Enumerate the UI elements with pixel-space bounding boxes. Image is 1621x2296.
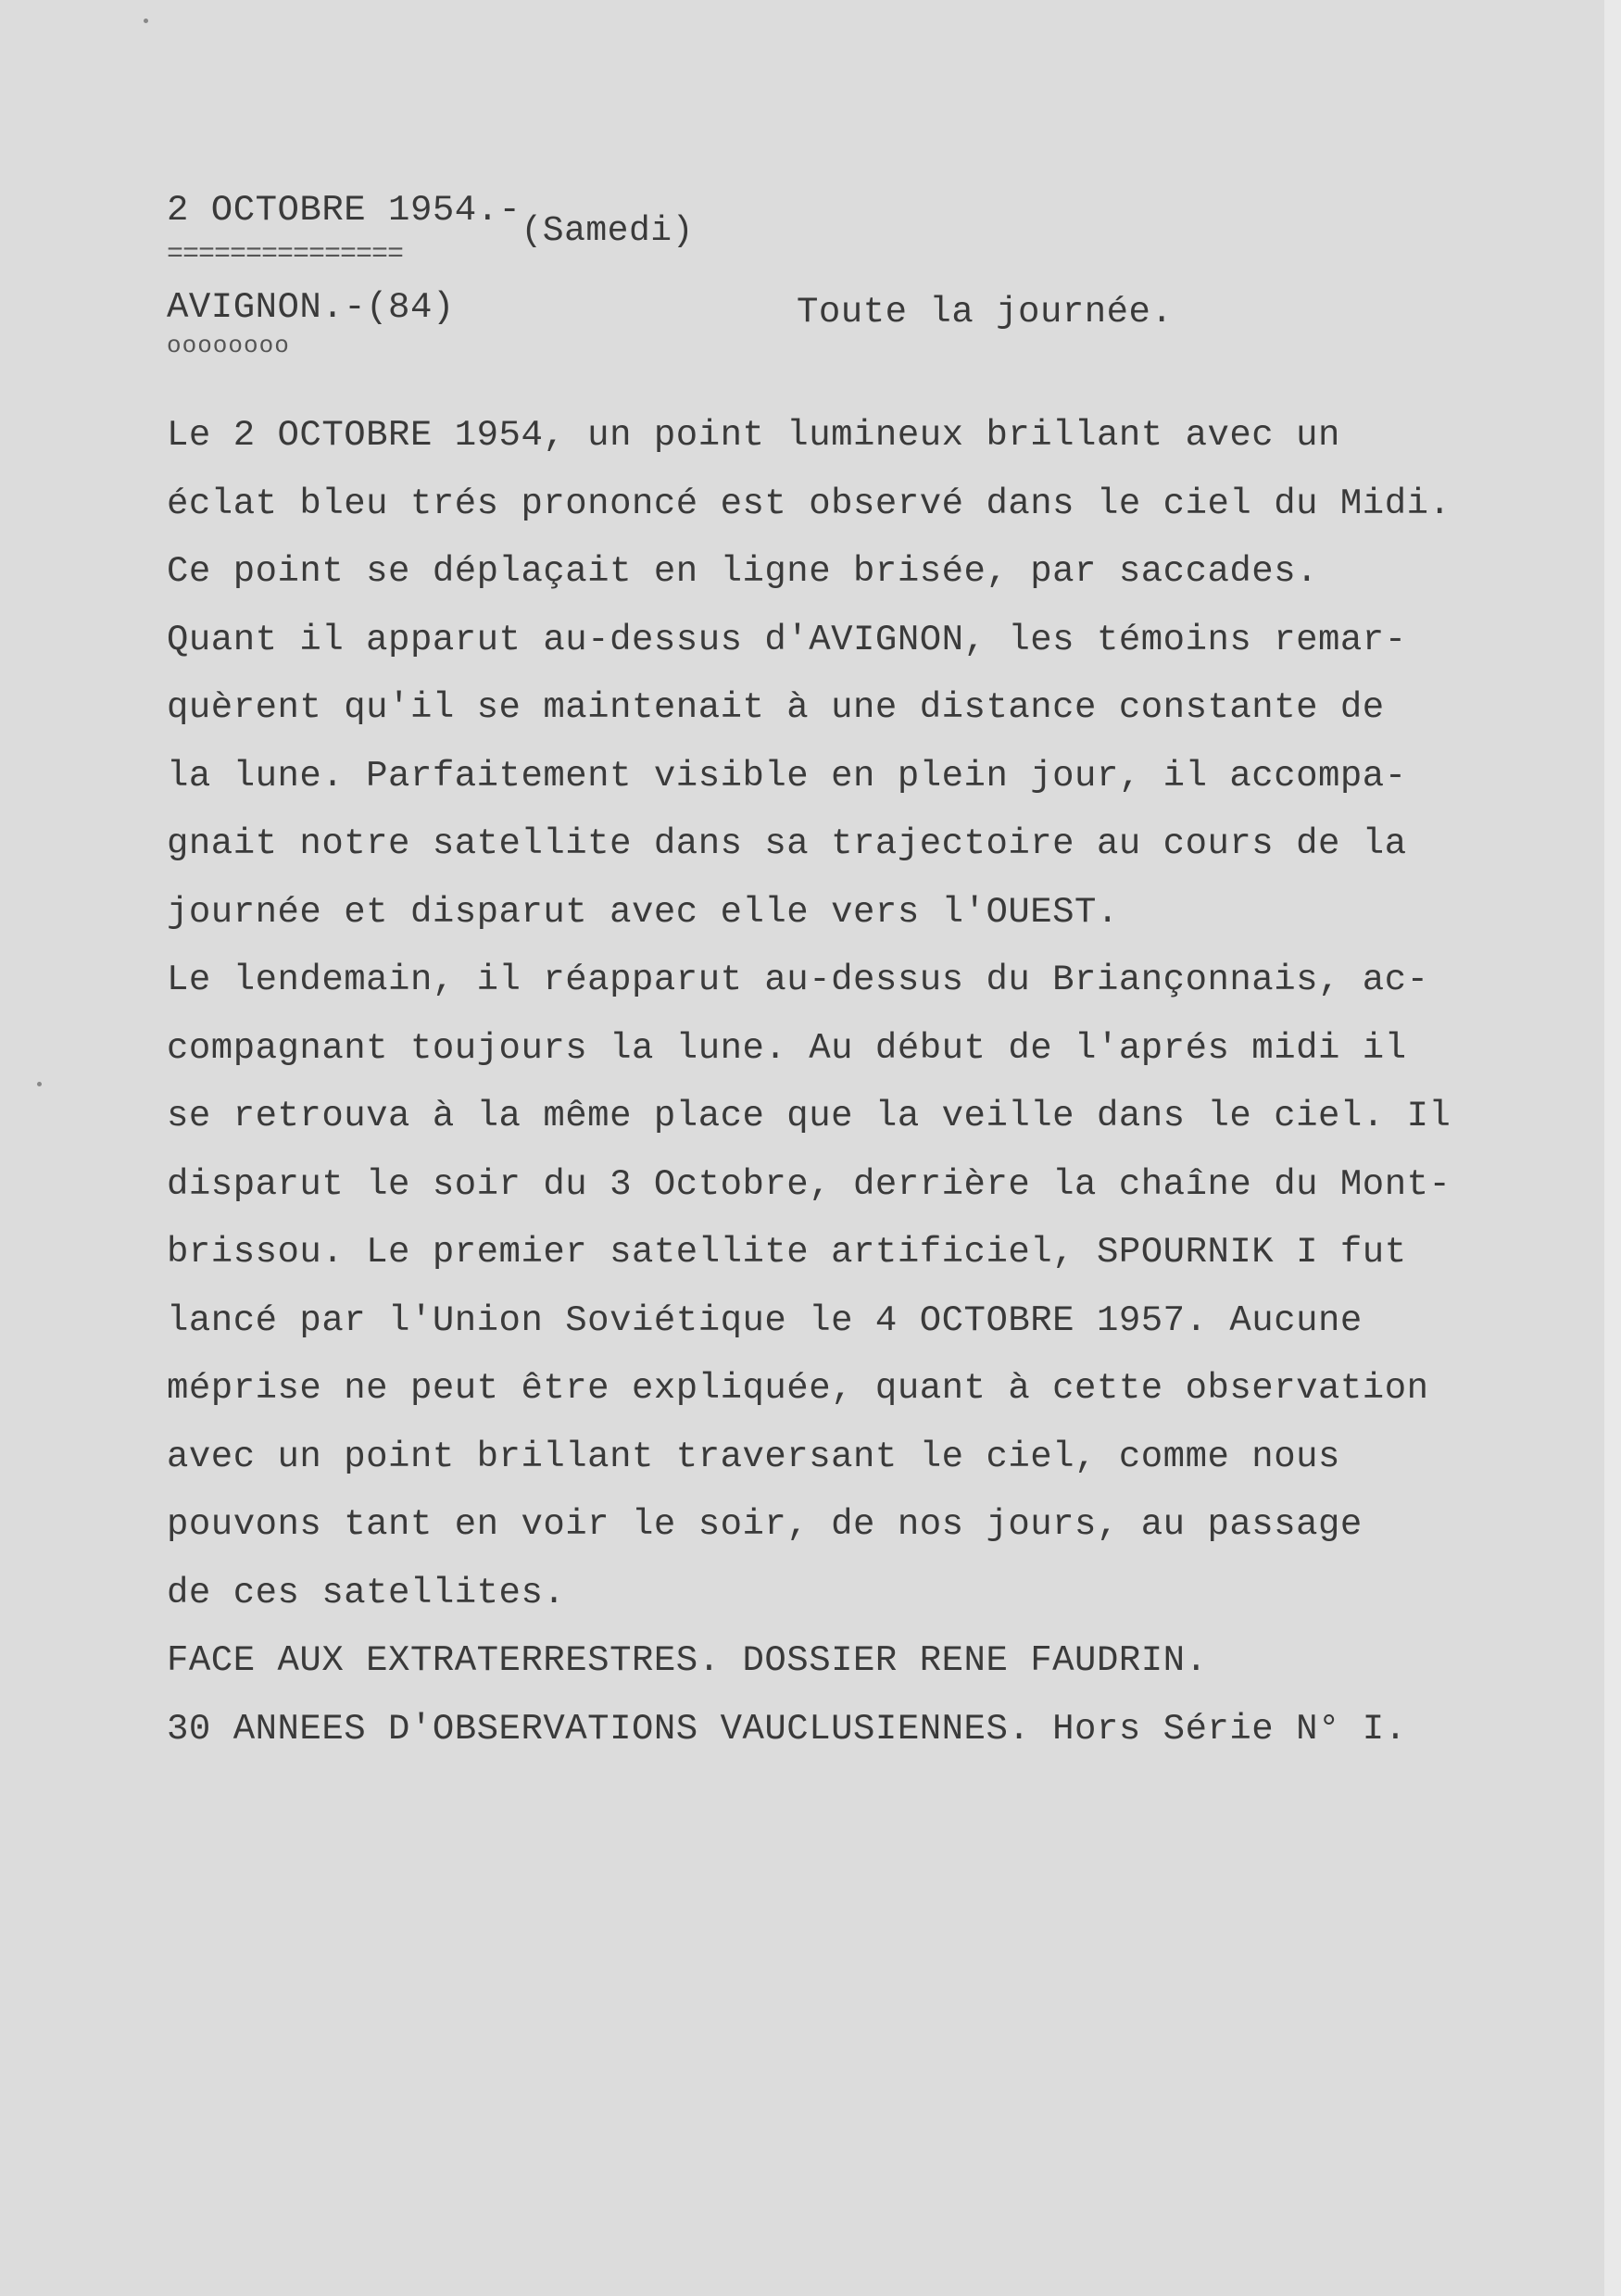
entry-date-line [167,190,694,251]
body-line: brissou. Le premier satellite artificiel, SPOURNIK I fut [167,1232,1407,1273]
entry-time-of-day: Toute la journée. [797,292,1174,332]
body-line: Le 2 OCTOBRE 1954, un point lumineux brillant avec un [167,415,1340,456]
date-underline: =============== [167,239,404,270]
body-line: pouvons tant en voir le soir, de nos jours, au passage [167,1504,1363,1545]
body-line: éclat bleu trés prononcé est observé dans le ciel du Midi. [167,483,1451,524]
body-line: avec un point brillant traversant le ciel, comme nous [167,1436,1340,1477]
body-line: Quant il apparut au-dessus d'AVIGNON, les témoins remar- [167,619,1407,660]
entry-place: AVIGNON.-(84) [167,287,455,328]
sheet-edge [1604,0,1621,2296]
body-line: disparut le soir du 3 Octobre, derrière la chaîne du Mont- [167,1163,1451,1205]
body-line: compagnant toujours la lune. Au début de l'aprés midi il [167,1027,1407,1069]
paper-speck [37,1082,42,1086]
body-line: de ces satellites. [167,1572,566,1613]
source-line: FACE AUX EXTRATERRESTRES. DOSSIER RENE FAUDRIN. [167,1640,1208,1681]
body-line: méprise ne peut être expliquée, quant à cette observation [167,1368,1429,1409]
body-line: quèrent qu'il se maintenait à une distance constante de [167,687,1385,728]
body-line: se retrouva à la même place que la veille dans le ciel. Il [167,1096,1451,1136]
report-body [167,408,1575,1769]
body-line: lancé par l'Union Soviétique le 4 OCTOBRE 1957. Aucune [167,1299,1363,1341]
body-line: Le lendemain, il réapparut au-dessus du Briançonnais, ac- [167,960,1429,1000]
body-line: la lune. Parfaitement visible en plein jour, il accompa- [167,755,1407,797]
body-line: gnait notre satellite dans sa trajectoire au cours de la [167,823,1407,864]
paper-speck [144,19,148,23]
entry-date: 2 OCTOBRE 1954.- [167,190,521,231]
entry-weekday: (Samedi) [521,211,694,251]
source-line: 30 ANNEES D'OBSERVATIONS VAUCLUSIENNES. Hors Série N° I. [167,1708,1407,1750]
body-line: Ce point se déplaçait en ligne brisée, par saccades. [167,551,1318,592]
body-line: journée et disparut avec elle vers l'OUEST. [167,891,1119,933]
place-underline: oooooooo [167,332,290,359]
